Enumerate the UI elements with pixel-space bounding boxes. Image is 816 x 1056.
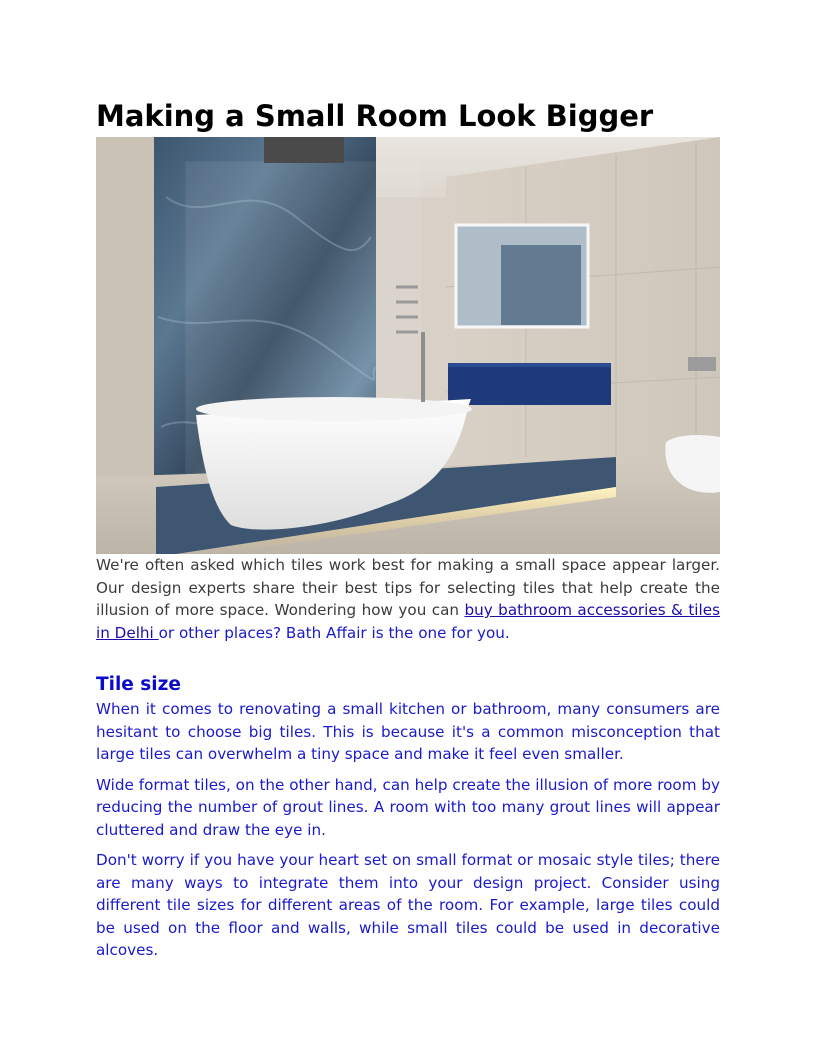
intro-tail: or other places? Bath Affair is the one for you. [158,623,510,642]
page-title: Making a Small Room Look Bigger [96,99,654,133]
tile-size-paragraph-3: Don't worry if you have your heart set on small format or mosaic style tiles; there are many ways to integrate them into your design project. Consider using different tile sizes for different areas of the room. For example, large tiles could be used on the floor and walls, while small tiles could be used in decorative alcoves. [96,851,720,959]
intro-paragraph [96,554,720,644]
tile-size-paragraph-2: Wide format tiles, on the other hand, can help create the illusion of more room by reducing the number of grout lines. A room with too many grout lines will appear cluttered and draw the eye in. [96,775,720,839]
bathroom-accessories-link[interactable]: buy bathroom accessories & [464,601,689,619]
tile-size-paragraph-1: When it comes to renovating a small kitchen or bathroom, many consumers are hesitant to choose big tiles. This is because it's a common misconception that large tiles can overwhelm a tiny space and make it feel even smaller. [96,700,720,763]
document-page [96,96,720,962]
intro-text: We're often asked which tiles work best for making a small space appear larger. Our design experts share their best tips for selecting tiles that help create the illusion of more space. Wondering how you can [96,556,720,619]
section-heading-tile-size: Tile size [96,674,181,695]
tiles-in-delhi-link[interactable]: tiles in Delhi [96,601,720,642]
bathroom-photo [96,137,720,554]
